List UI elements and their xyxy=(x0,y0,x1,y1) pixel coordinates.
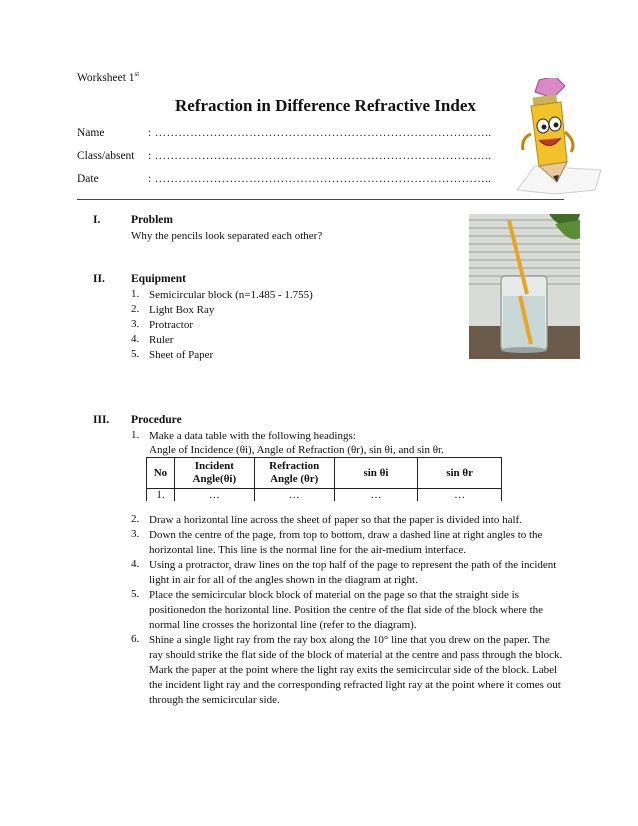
equipment-item: Sheet of Paper xyxy=(149,349,214,361)
name-dots: : ………………………………………………………………………….. xyxy=(148,127,492,139)
table-cell: … xyxy=(254,489,334,502)
table-cell: … xyxy=(418,489,502,502)
procedure-step-number: 3. xyxy=(131,528,140,540)
table-header-row xyxy=(147,458,502,489)
table-cell: … xyxy=(174,489,254,502)
equipment-number: 4. xyxy=(131,333,140,345)
pencil-character-clipart-icon xyxy=(495,78,603,196)
procedure-step-text: Draw a horizontal line across the sheet of paper so that the paper is divided into half. xyxy=(149,514,522,526)
data-table xyxy=(146,457,502,501)
class-absent-label: Class/absent xyxy=(77,150,135,162)
section-1-number: I. xyxy=(93,214,101,226)
equipment-number: 5. xyxy=(131,348,140,360)
table-row xyxy=(147,489,502,502)
table-header-cell: Incident Angle(θi) xyxy=(174,458,254,489)
page-title: Refraction in Difference Refractive Index xyxy=(175,96,476,115)
procedure-step-text: Using a protractor, draw lines on the top half of the page to represent the path of the incident light in air for all of the angles shown in the diagram at right. xyxy=(149,559,557,586)
name-label: Name xyxy=(77,127,105,139)
table-header-cell: No xyxy=(147,458,175,489)
problem-text: Why the pencils look separated each other? xyxy=(131,230,323,242)
equipment-item: Semicircular block (n=1.485 - 1.755) xyxy=(149,289,313,301)
section-problem-heading: Problem xyxy=(131,214,173,226)
section-2-number: II. xyxy=(93,273,105,285)
procedure-step-text: Down the centre of the page, from top to bottom, draw a dashed line at right angles to the horizontal line. This line is the normal line for the air-medium interface. xyxy=(149,529,543,556)
procedure-step-number: 5. xyxy=(131,588,140,600)
equipment-number: 2. xyxy=(131,303,140,315)
procedure-step-number: 2. xyxy=(131,513,140,525)
equipment-number: 3. xyxy=(131,318,140,330)
procedure-step-number: 1. xyxy=(131,429,140,441)
procedure-step-1-line-2: Angle of Incidence (θi), Angle of Refraction (θr), sin θi, and sin θr. xyxy=(149,444,444,456)
class-absent-dots: : ………………………………………………………………………….. xyxy=(148,150,492,162)
procedure-step-number: 4. xyxy=(131,558,140,570)
equipment-item: Ruler xyxy=(149,334,174,346)
section-3-number: III. xyxy=(93,414,110,426)
table-cell: … xyxy=(334,489,418,502)
procedure-step-1-line-1: Make a data table with the following headings: xyxy=(149,430,356,442)
date-label: Date xyxy=(77,173,99,185)
procedure-step-text: Place the semicircular block block of material on the page so that the straight side is positionedon the horizontal line. Position the centre of the flat side of the block where the normal line crosses the horizontal line (refer to the diagram). xyxy=(149,589,544,631)
equipment-item: Light Box Ray xyxy=(149,304,215,316)
table-header-cell: sin θi xyxy=(334,458,418,489)
worksheet-label: Worksheet 1st xyxy=(77,70,140,84)
table-cell: 1. xyxy=(147,489,175,502)
section-procedure-heading: Procedure xyxy=(131,414,182,426)
equipment-item: Protractor xyxy=(149,319,193,331)
procedure-step-text: Shine a single light ray from the ray box along the 10° line that you drew on the paper. The ray should strike the flat side of the block of material at the centre and pass through the block. Mark the paper at the point where the light ray exits the semicircular side of the block. Label the incident light ray and the corresponding refracted light ray at the point where it comes out through the semicircular side. xyxy=(149,634,563,706)
header-divider xyxy=(77,199,564,200)
section-equipment-heading: Equipment xyxy=(131,273,186,285)
date-dots: : ………………………………………………………………………….. xyxy=(148,173,492,185)
procedure-step-number: 6. xyxy=(131,633,140,645)
table-header-cell: Refraction Angle (θr) xyxy=(254,458,334,489)
table-header-cell: sin θr xyxy=(418,458,502,489)
equipment-number: 1. xyxy=(131,288,140,300)
